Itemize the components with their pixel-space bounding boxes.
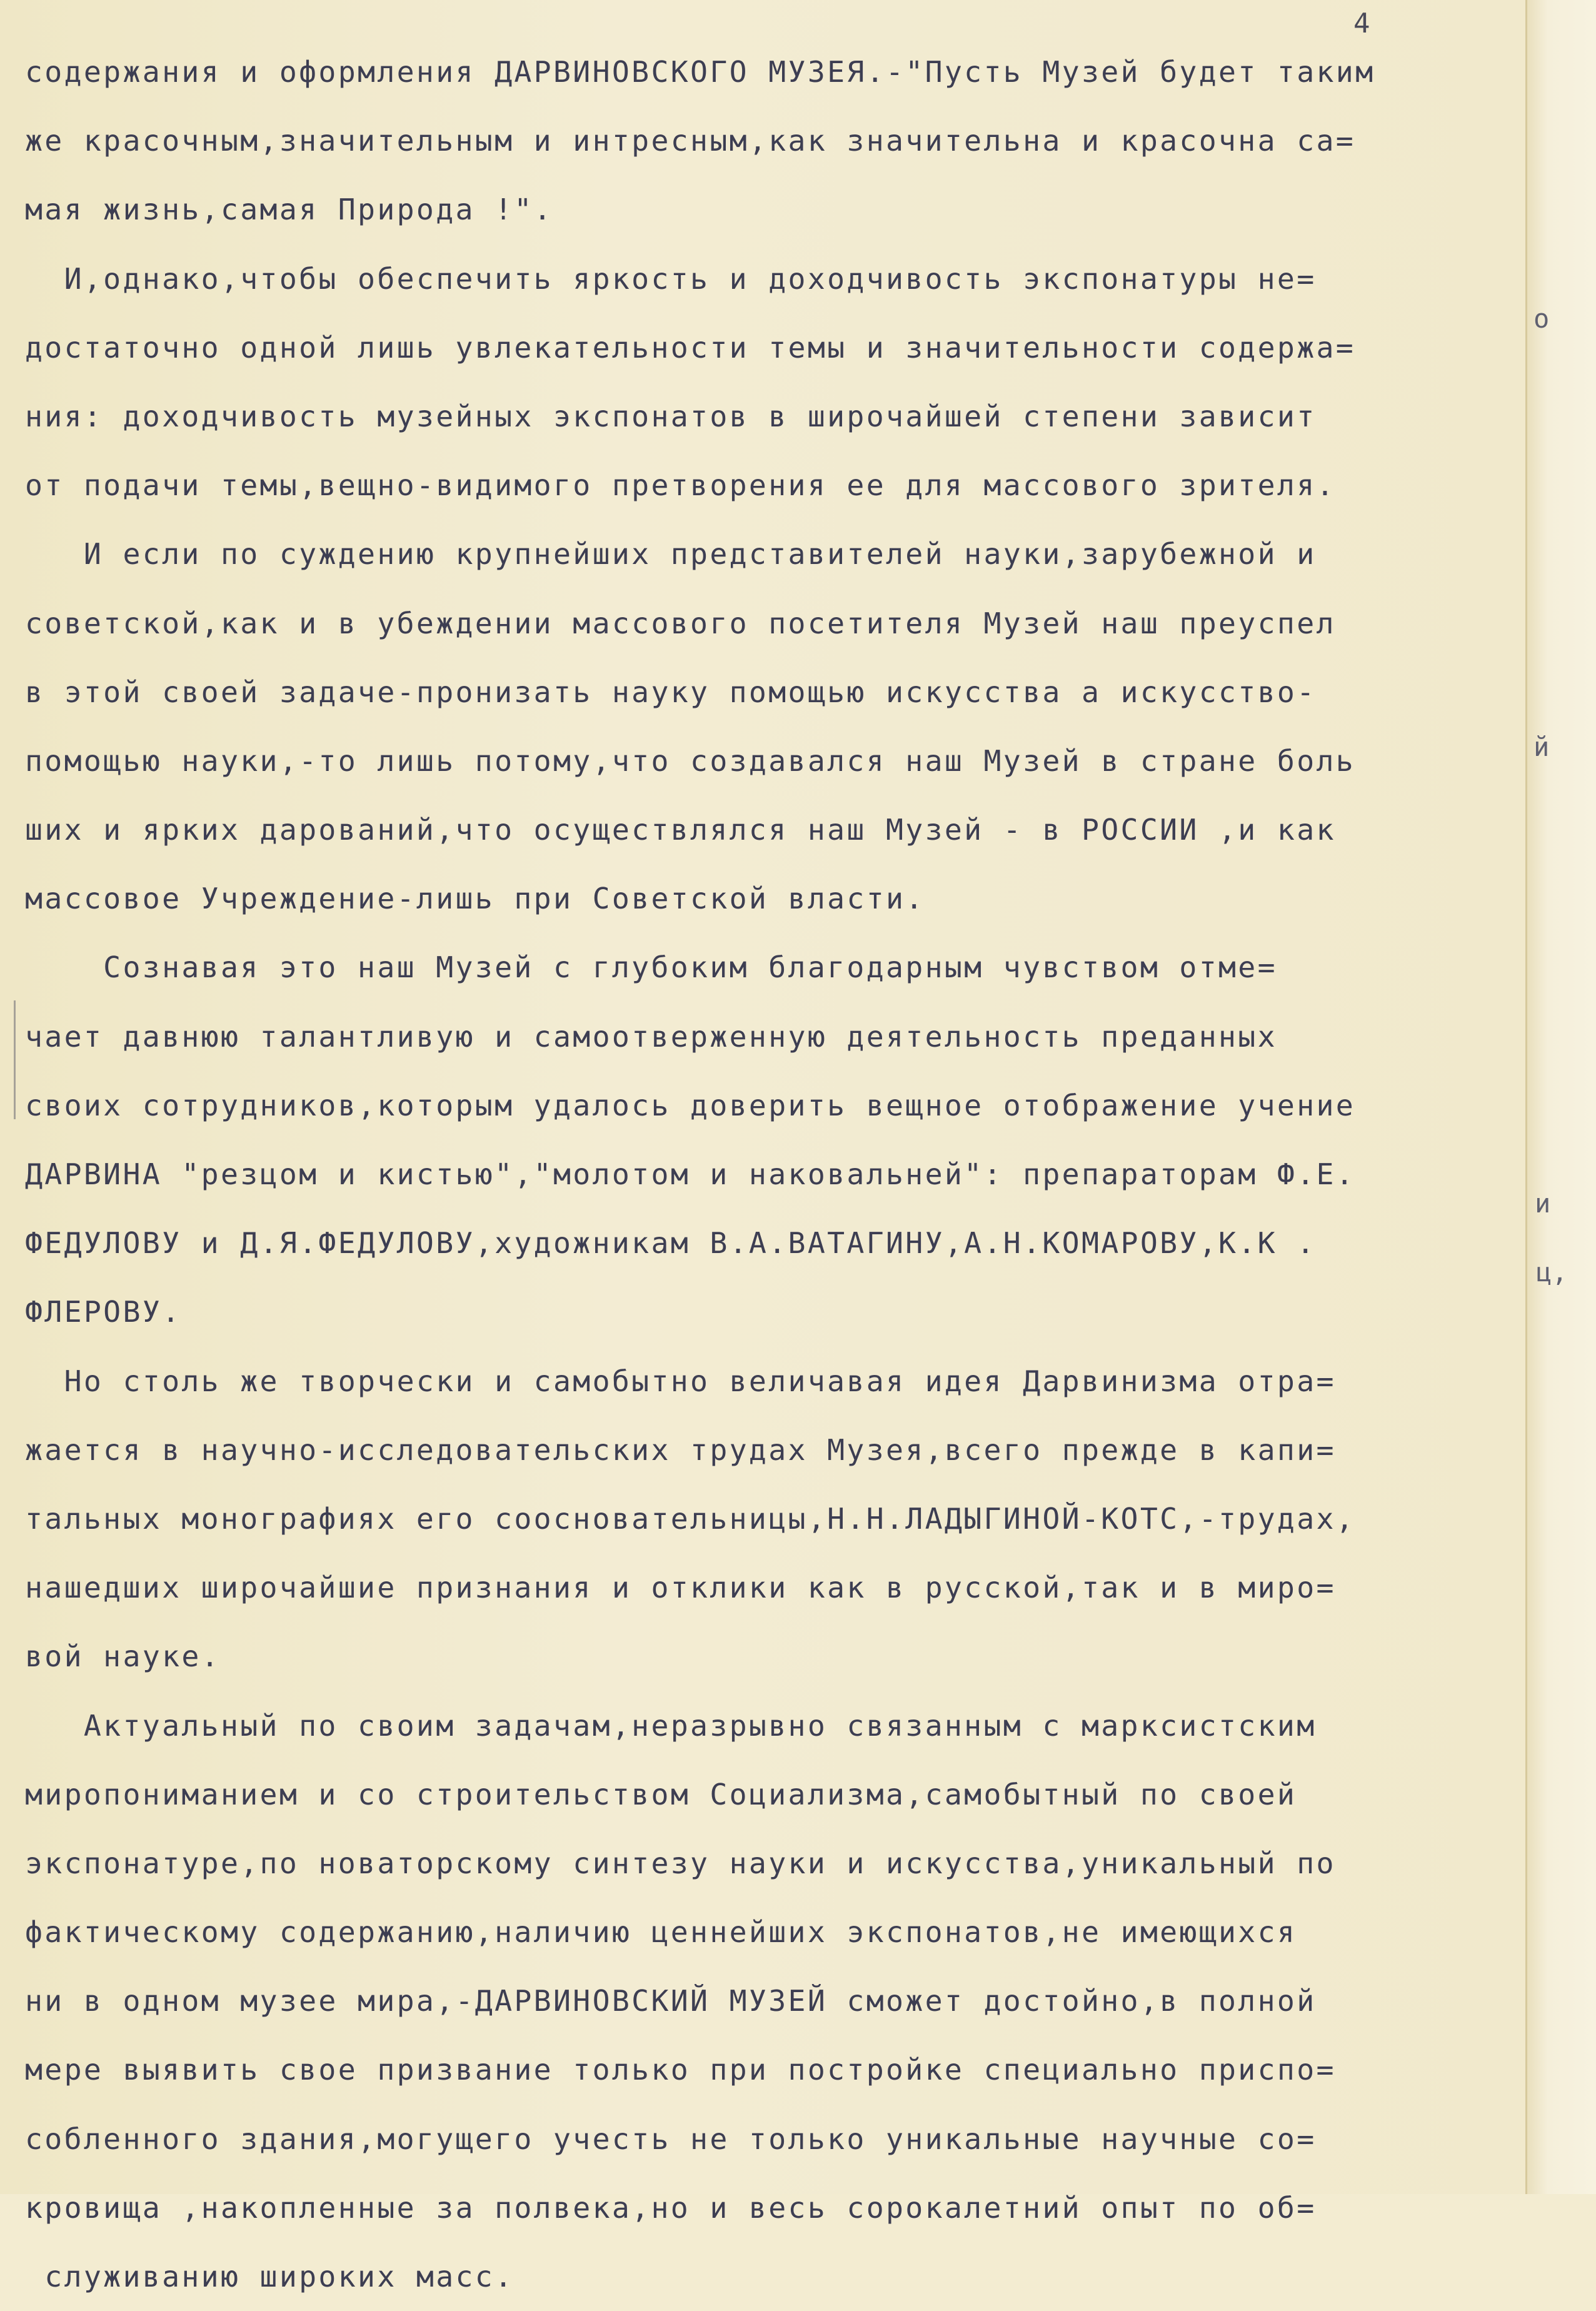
text-line: тальных монографиях его соосновательницы,Н.Н.ЛАДЫГИНОЙ-КОТС,-трудах, [25, 1484, 1463, 1553]
text-line: Актуальный по своим задачам,неразрывно связанным с марксистским [25, 1691, 1463, 1760]
margin-letter: о [1533, 303, 1549, 334]
page-number: 4 [1353, 8, 1370, 39]
text-line: мая жизнь,самая Природа !". [25, 175, 1463, 244]
text-line: массовое Учреждение-лишь при Советской власти. [25, 864, 1463, 933]
paragraph [25, 520, 1463, 933]
text-line: в этой своей задаче-пронизать науку помощью искусства а искусство- [25, 658, 1463, 727]
text-line: же красочным,значительным и интресным,как значительна и красочна са= [25, 106, 1463, 175]
text-line: содержания и оформления ДАРВИНОВСКОГО МУЗЕЯ.-"Пусть Музей будет таким [25, 38, 1463, 106]
paragraph [25, 244, 1463, 520]
text-line: мере выявить свое призвание только при постройке специально приспо= [25, 2035, 1463, 2104]
text-line: ФЕДУЛОВУ и Д.Я.ФЕДУЛОВУ,художникам В.А.ВАТАГИНУ,А.Н.КОМАРОВУ,К.К . [25, 1209, 1463, 1277]
margin-letter: и [1535, 1188, 1550, 1219]
text-line: жается в научно-исследовательских трудах Музея,всего прежде в капи= [25, 1416, 1463, 1484]
paragraph [25, 38, 1463, 244]
text-line: чает давнюю талантливую и самоотверженную деятельность преданных [25, 1002, 1463, 1071]
text-line: вой науке. [25, 1622, 1463, 1691]
typed-text-body [25, 38, 1463, 2311]
text-line: своих сотрудников,которым удалось доверить вещное отображение учение [25, 1071, 1463, 1140]
text-line: нашедших широчайшие признания и отклики как в русской,так и в миро= [25, 1553, 1463, 1622]
text-line: собленного здания,могущего учесть не только уникальные научные со= [25, 2105, 1463, 2173]
text-line: ни в одном музее мира,-ДАРВИНОВСКИЙ МУЗЕЙ сможет достойно,в полной [25, 1966, 1463, 2035]
paragraph [25, 933, 1463, 1346]
text-line: фактическому содержанию,наличию ценнейших экспонатов,не имеющихся [25, 1898, 1463, 1966]
text-line: от подачи темы,вещно-видимого претворения ее для массового зрителя. [25, 451, 1463, 520]
text-line: экспонатуре,по новаторскому синтезу науки и искусства,уникальный по [25, 1829, 1463, 1898]
text-line: помощью науки,-то лишь потому,что создавался наш Музей в стране боль [25, 727, 1463, 795]
text-line: И если по суждению крупнейших представителей науки,зарубежной и [25, 520, 1463, 588]
text-line: ДАРВИНА "резцом и кистью","молотом и наковальней": препараторам Ф.Е. [25, 1140, 1463, 1209]
paragraph [25, 1347, 1463, 1691]
margin-letter: ц, [1536, 1257, 1568, 1287]
margin-pencil-mark [14, 1000, 16, 1119]
text-line: ния: доходчивость музейных экспонатов в широчайшей степени зависит [25, 382, 1463, 451]
text-line: служиванию широких масс. [25, 2242, 1463, 2311]
text-line: достаточно одной лишь увлекательности темы и значительности содержа= [25, 313, 1463, 382]
text-line: кровища ,накопленные за полвека,но и весь сорокалетний опыт по об= [25, 2173, 1463, 2242]
text-line: ших и ярких дарований,что осуществлялся наш Музей - в РОССИИ ,и как [25, 795, 1463, 864]
text-line: миропониманием и со строительством Социализма,самобытный по своей [25, 1760, 1463, 1829]
text-line: советской,как и в убеждении массового посетителя Музей наш преуспел [25, 589, 1463, 658]
paragraph [25, 1691, 1463, 2311]
text-line: Но столь же творчески и самобытно величавая идея Дарвинизма отра= [25, 1347, 1463, 1416]
text-line: ФЛЕРОВУ. [25, 1277, 1463, 1346]
margin-letter: й [1533, 732, 1549, 762]
text-line: Сознавая это наш Музей с глубоким благодарным чувством отме= [25, 933, 1463, 1002]
text-line: И,однако,чтобы обеспечить яркость и доходчивость экспонатуры не= [25, 244, 1463, 313]
underlying-page-edge [1525, 0, 1596, 2194]
